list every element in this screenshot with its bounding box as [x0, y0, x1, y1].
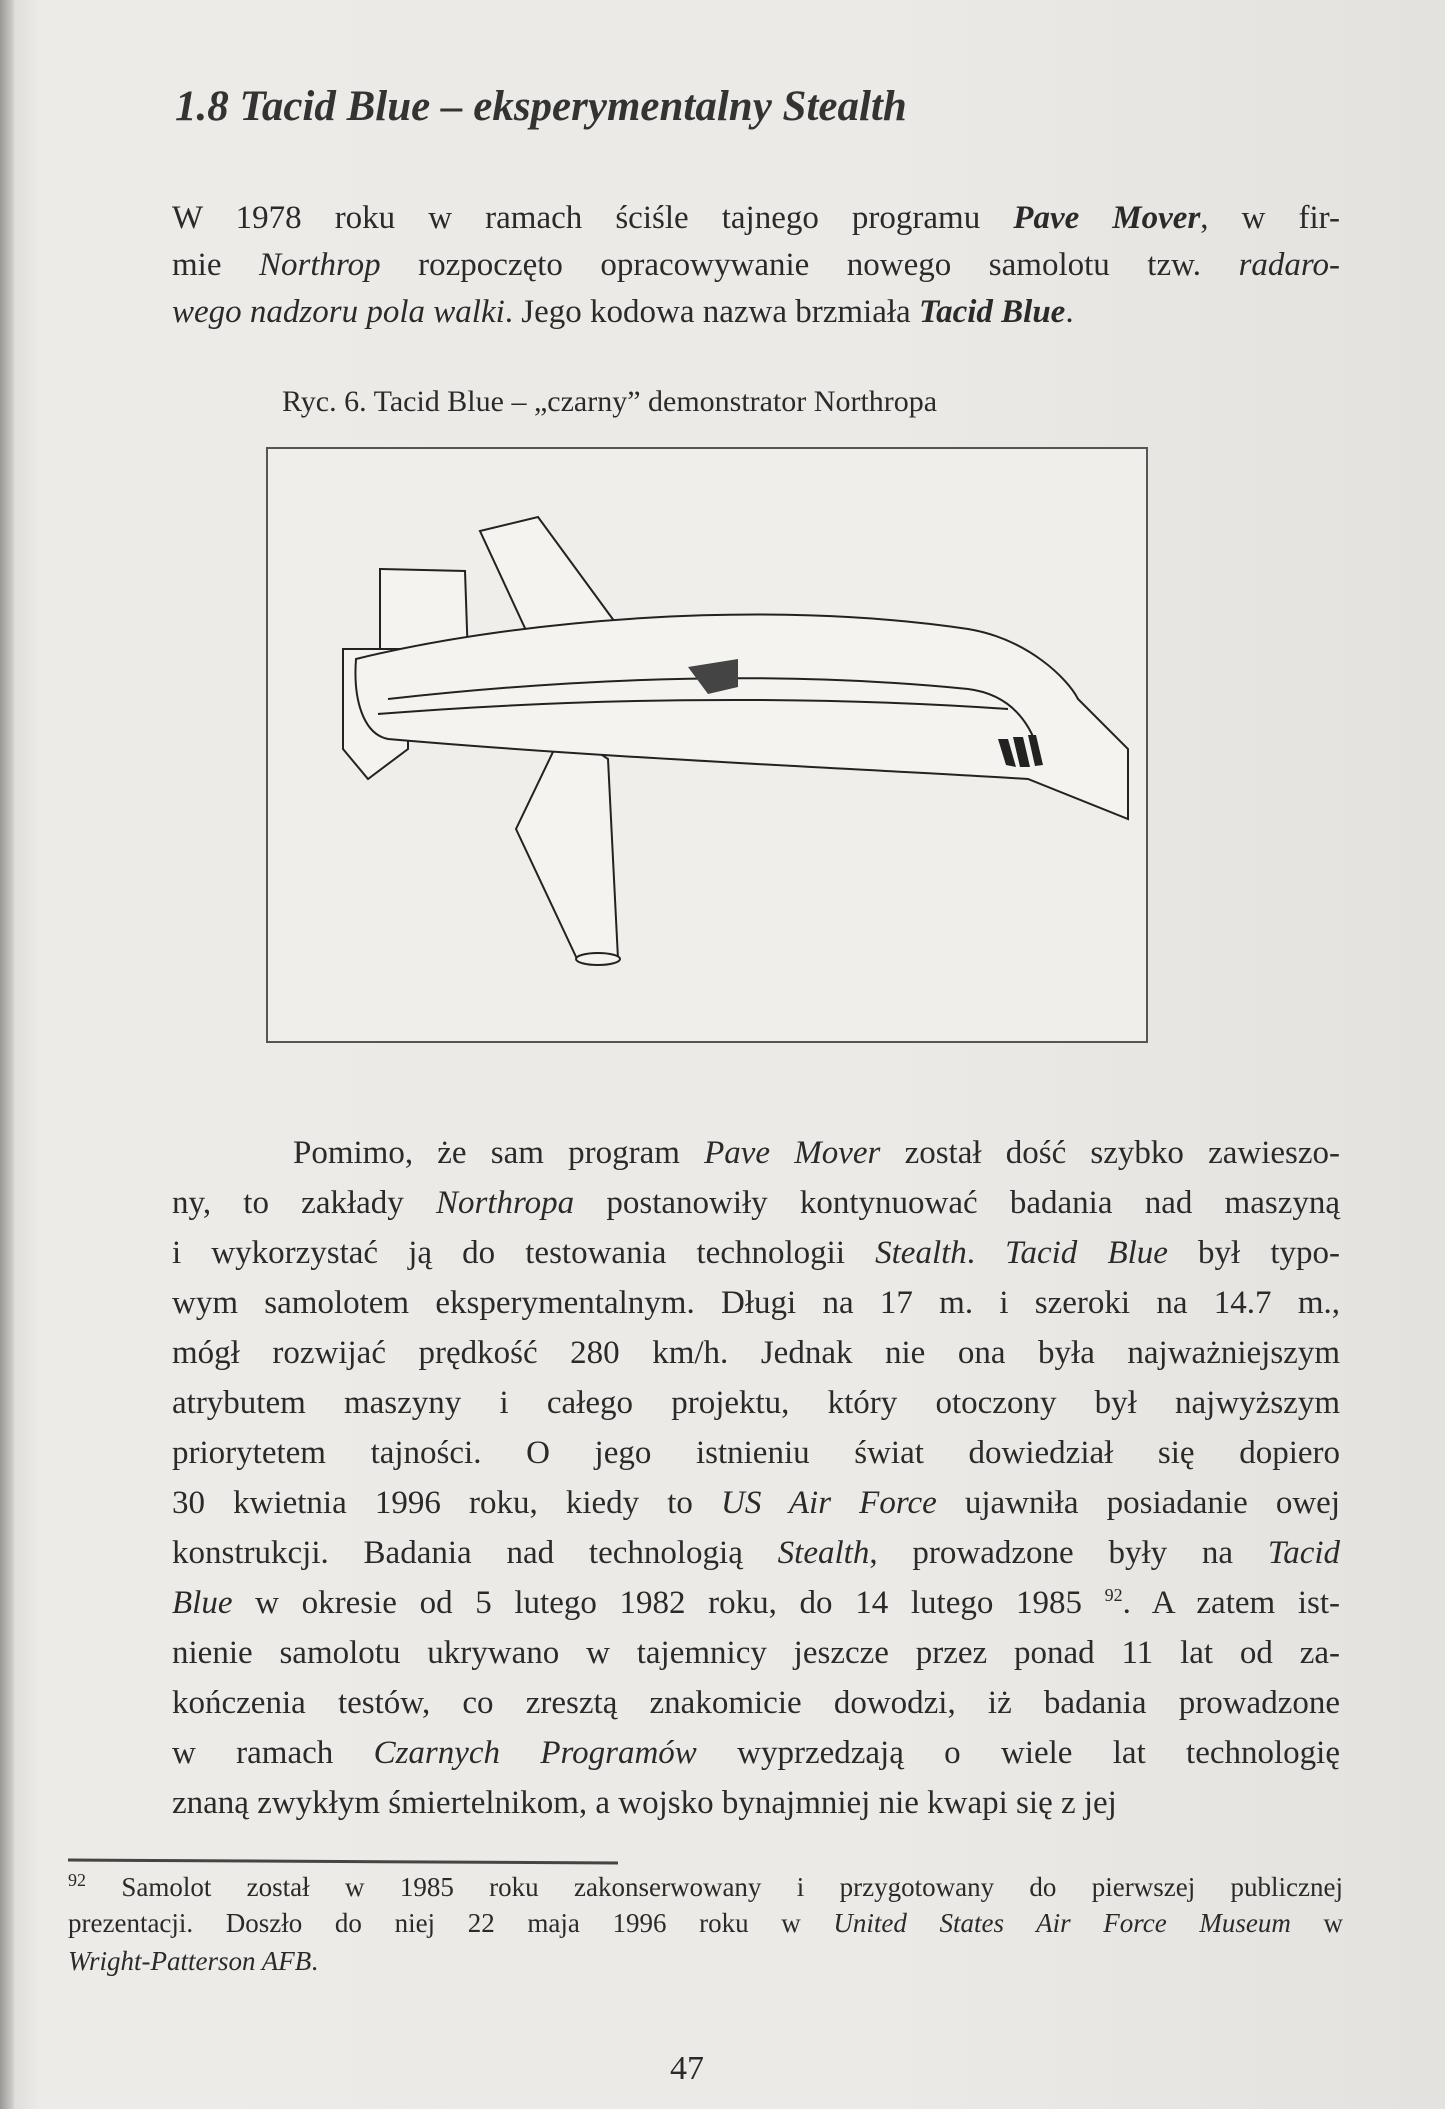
text-segment: .	[966, 1235, 1006, 1271]
text-segment: Northrop	[259, 247, 381, 283]
section-heading: 1.8 Tacid Blue – eksperymentalny Stealth	[175, 83, 907, 130]
text-segment: Czarnych Programów	[373, 1735, 697, 1771]
figure-tacid-blue	[266, 447, 1148, 1043]
text-segment: , w fir-	[1200, 200, 1340, 236]
text-segment: wym samolotem eksperymentalnym. Długi na 17 m. i szeroki na 14.7 m.,	[172, 1285, 1340, 1321]
text-segment: mógł rozwijać prędkość 280 km/h. Jednak nie ona była najważniejszym	[172, 1335, 1340, 1371]
text-segment: .	[1065, 294, 1074, 330]
text-line	[68, 1946, 1343, 1977]
page-number: 47	[670, 2050, 704, 2087]
text-segment: w ramach	[172, 1735, 374, 1771]
text-segment: w okresie od 5 lutego 1982 roku, do 14 lutego 1985	[232, 1585, 1105, 1621]
text-line	[172, 1785, 1340, 1822]
text-segment: wyprzedzają o wiele lat technologię	[696, 1735, 1340, 1771]
text-segment: prezentacji. Doszło do niej 22 maja 1996 roku w	[68, 1908, 834, 1938]
lower-wing	[516, 729, 618, 961]
text-line	[68, 1908, 1343, 1939]
text-line	[172, 200, 1340, 237]
fuselage	[355, 615, 1128, 819]
text-segment: ny, to zakłady	[172, 1185, 436, 1221]
text-segment: Samolot został w 1985 roku zakonserwowany i przygotowany do pierwszej publicznej	[86, 1872, 1343, 1902]
text-segment: Wright-Patterson AFB	[68, 1946, 312, 1976]
text-line	[172, 1535, 1340, 1572]
text-line	[172, 1435, 1340, 1472]
text-segment: konstrukcji. Badania nad technologią	[172, 1535, 778, 1571]
text-segment: Stealth	[875, 1235, 967, 1271]
text-segment: został dość szybko zawieszo-	[880, 1135, 1341, 1171]
footnote-ref: 92	[1104, 1585, 1123, 1605]
text-segment: i wykorzystać ją do testowania technologii	[172, 1235, 876, 1271]
text-line	[172, 1385, 1340, 1422]
text-segment: .	[311, 1946, 318, 1976]
text-line	[172, 1735, 1340, 1772]
figure-caption: Ryc. 6. Tacid Blue – „czarny” demonstrator Northropa	[282, 385, 938, 418]
text-segment: Northropa	[436, 1185, 575, 1221]
text-segment: , prowadzone były na	[869, 1535, 1268, 1571]
text-segment: . Jego kodowa nazwa brzmiała	[504, 294, 919, 330]
text-line	[172, 1235, 1340, 1272]
text-segment: Pave Mover	[1013, 200, 1201, 236]
text-segment: radaro-	[1238, 247, 1341, 283]
text-segment: Stealth	[777, 1535, 870, 1571]
text-segment: kończenia testów, co zresztą znakomicie dowodzi, iż badania prowadzone	[172, 1685, 1340, 1721]
text-segment: w	[1290, 1908, 1343, 1938]
text-line	[172, 247, 1340, 284]
text-line	[172, 1285, 1340, 1322]
text-segment: Tacid Blue	[918, 294, 1066, 330]
text-segment: ujawniła posiadanie owej	[936, 1485, 1340, 1521]
text-segment: Pomimo, że sam program	[172, 1135, 705, 1171]
text-segment: nienie samolotu ukrywano w tajemnicy jeszcze przez ponad 11 lat od za-	[172, 1635, 1340, 1671]
text-segment: rozpoczęto opracowywanie nowego samolotu tzw.	[380, 247, 1239, 283]
aircraft-drawing	[268, 449, 1146, 1041]
wing-tip	[576, 953, 620, 965]
text-segment: znaną zwykłym śmiertelnikom, a wojsko bynajmniej nie kwapi się z jej	[172, 1785, 1117, 1821]
text-segment: United States Air Force Museum	[833, 1908, 1291, 1938]
text-segment: Tacid	[1267, 1535, 1341, 1571]
text-line	[172, 1135, 1340, 1172]
text-line	[172, 1185, 1340, 1222]
text-segment: . A zatem ist-	[1122, 1585, 1340, 1621]
text-segment: 30 kwietnia 1996 roku, kiedy to	[172, 1485, 722, 1521]
text-segment: postanowiły kontynuować badania nad maszyną	[574, 1185, 1340, 1221]
text-line	[68, 1870, 1343, 1903]
text-segment: Tacid Blue	[1005, 1235, 1168, 1271]
text-segment: Blue	[172, 1585, 233, 1621]
footnote-separator	[68, 1859, 618, 1865]
text-segment: wego nadzoru pola walki	[172, 294, 505, 330]
text-line	[172, 1485, 1340, 1522]
text-segment: priorytetem tajności. O jego istnieniu świat dowiedział się dopiero	[172, 1435, 1340, 1471]
book-spine	[0, 0, 14, 2109]
text-segment: W 1978 roku w ramach ściśle tajnego programu	[172, 200, 1014, 236]
text-line	[172, 1685, 1340, 1722]
text-line	[172, 1335, 1340, 1372]
text-line	[172, 1635, 1340, 1672]
text-segment: był typo-	[1167, 1235, 1341, 1271]
text-line	[172, 294, 1340, 331]
text-segment: mie	[172, 247, 259, 283]
text-segment: US Air Force	[721, 1485, 937, 1521]
footnote-ref: 92	[68, 1870, 86, 1890]
text-segment: Pave Mover	[704, 1135, 881, 1171]
text-line	[172, 1585, 1340, 1622]
text-segment: atrybutem maszyny i całego projektu, który otoczony był najwyższym	[172, 1385, 1340, 1421]
